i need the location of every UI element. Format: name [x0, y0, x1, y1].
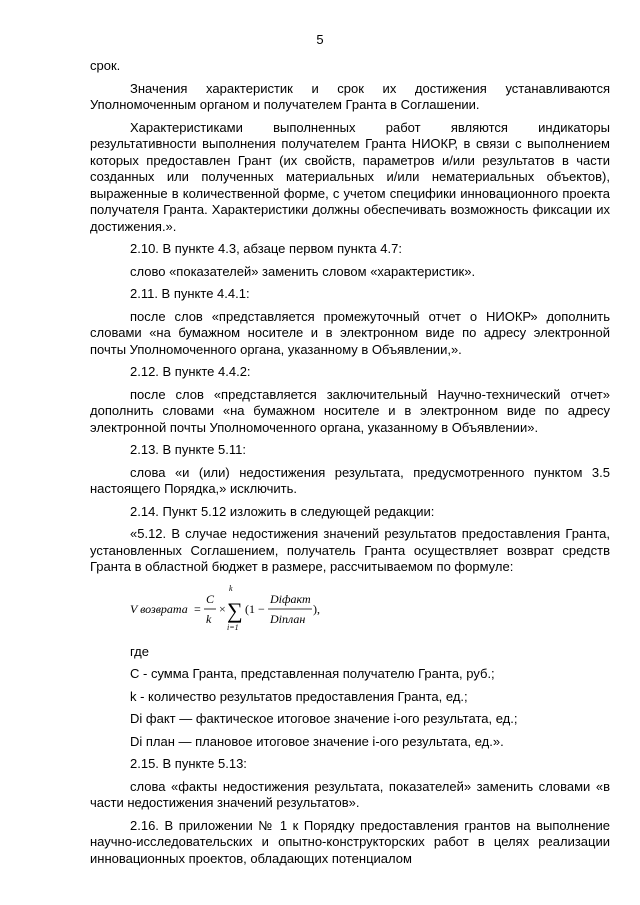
formula-c: C: [206, 591, 215, 606]
paragraph: после слов «представляется промежуточный отчет о НИОКР» дополнить словами «на бумажном носителе и в электронном виде по адресу электронной почты Уполномоченного органа, указанному в Объявлении,».: [90, 308, 610, 357]
paragraph: после слов «представляется заключительный Научно-технический отчет» дополнить словами «на бумажном носителе и в электронном виде по адресу электронной почты Уполномоченного органа, указанному в Объявлении».: [90, 386, 610, 435]
formula-sum-bottom: i=1: [227, 622, 239, 632]
formula-d-plan: Diплан: [270, 611, 306, 626]
paragraph: 2.10. В пункте 4.3, абзаце первом пункта 4.7:: [130, 241, 402, 256]
formula-sum-top: k: [229, 583, 233, 593]
paragraph: слова «и (или) недостижения результата, предусмотренного пунктом 3.5 настоящего Порядка,» исключить.: [90, 464, 610, 496]
paragraph: Значения характеристик и срок их достижения устанавливаются Уполномоченным органом и получателем Гранта в Соглашении.: [90, 80, 610, 112]
formula-times: ×: [219, 601, 226, 616]
paragraph: Характеристиками выполненных работ являются индикаторы результативности выполнения получателем Гранта НИОКР, в связи с выполнением которых предоставлен Грант (их свойств, параметров и/или результатов в части созданных или полученных материальных и/или нематериальных объектов), выраженные в количественной форме, с учетом специфики инновационного проекта получателя Гранта. Характеристики должны обеспечивать возможность фиксации их достижения.».: [90, 119, 610, 234]
refund-formula: [130, 582, 610, 638]
formula-lhs: V возврата: [130, 601, 188, 616]
formula-d-fact: Diфакт: [270, 591, 311, 606]
paragraph: 2.13. В пункте 5.11:: [130, 442, 246, 457]
paragraph: 2.12. В пункте 4.4.2:: [130, 364, 251, 379]
paragraph: слово «показателей» заменить словом «характеристик».: [130, 263, 476, 279]
page-number: 5: [316, 32, 324, 47]
paragraph: С - сумма Гранта, представленная получателю Гранта, руб.;: [130, 666, 495, 681]
paragraph: Di план — плановое итоговое значение i-ого результата, ед.».: [130, 733, 504, 749]
paragraph: «5.12. В случае недостижения значений результатов предоставления Гранта, установленных Соглашением, получатель Гранта осуществляет возврат средств Гранта в областной бюджет в размере, рассчитываемом по формуле:: [90, 526, 610, 574]
paragraph: 2.11. В пункте 4.4.1:: [130, 286, 250, 301]
paragraph: k - количество результатов предоставления Гранта, ед.;: [130, 688, 468, 704]
formula-k: k: [206, 611, 212, 626]
formula-sigma: ∑: [227, 597, 243, 623]
paragraph: срок.: [90, 58, 121, 73]
formula-close: ),: [313, 601, 320, 616]
paragraph: 2.16. В приложении № 1 к Порядку предоставления грантов на выполнение научно-исследовательских и опытно-конструкторских работ в целях реализации инновационных проектов, обладающих потенциалом: [90, 817, 610, 866]
paragraph: слова «факты недостижения результата, показателей» заменить словами «в части недостижения значений результатов».: [90, 778, 610, 810]
paragraph: где: [130, 643, 149, 659]
formula-open: (1 −: [245, 601, 265, 616]
document-body: [90, 58, 610, 873]
paragraph: 2.14. Пункт 5.12 изложить в следующей редакции:: [130, 503, 435, 519]
paragraph: 2.15. В пункте 5.13:: [130, 756, 247, 771]
paragraph: Di факт — фактическое итоговое значение i-ого результата, ед.;: [130, 711, 518, 726]
formula-equals: =: [194, 601, 201, 616]
